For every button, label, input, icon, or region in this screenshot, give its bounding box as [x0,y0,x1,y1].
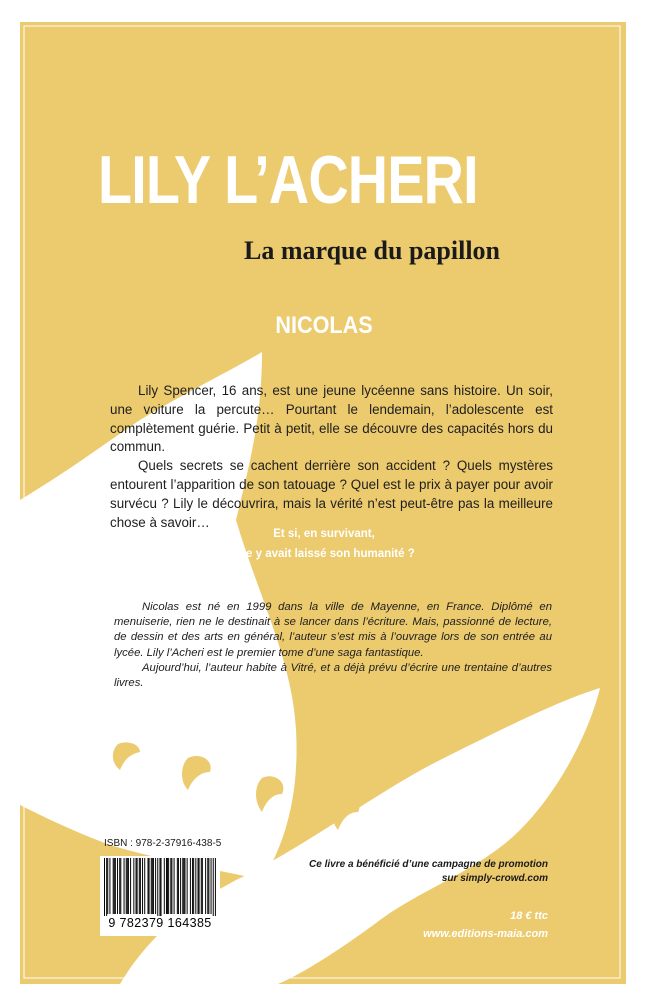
barcode-bar [136,858,137,914]
barcode-bar [117,858,118,914]
barcode-bar [170,858,171,914]
barcode-bar [153,858,154,914]
barcode-bar [159,858,160,920]
barcode-bar [208,858,209,914]
barcode-bar [133,858,134,914]
barcode-bar [166,858,167,914]
synopsis-paragraph: Quels secrets se cachent derrière son accident ? Quels mystères entourent l’apparition de son tatouage ? Quel est le prix à payer pour avoir survécu ? Lily le découvrira, mais la vérité n’est peut-être pas la meilleure chose à savoir… [110,458,553,530]
barcode-bar [192,858,193,914]
barcode [100,856,220,936]
barcode-number: 9 782379 164385 [100,916,220,930]
barcode-bar [174,858,175,914]
barcode-bar [187,858,188,914]
promo-line: sur simply-crowd.com [441,873,548,884]
book-subtitle: La marque du papillon [244,236,501,265]
barcode-bar [124,858,125,914]
barcode-bar [152,858,153,914]
barcode-bar [127,858,128,914]
barcode-bar [164,858,165,914]
barcode-bar [155,858,156,914]
barcode-bar [137,858,138,914]
barcode-bar [149,858,150,914]
barcode-bar [107,858,108,914]
tagline-line: Et si, en survivant, [273,528,375,540]
barcode-bar [113,858,114,914]
barcode-bar [115,858,116,914]
synopsis-paragraph: Lily Spencer, 16 ans, est une jeune lycéenne sans histoire. Un soir, une voiture la percute… Pourtant le lendemain, l’adolescente est complètement guérie. Petit à petit, elle se découvre des capacités hors du commun. [110,383,553,455]
publisher-website: www.editions-maia.com [423,928,548,940]
barcode-bar [157,858,158,920]
barcode-bar [130,858,131,914]
barcode-bar [193,858,194,914]
promo-note [309,858,548,886]
barcode-bar [215,858,216,920]
barcode-bar [104,858,105,920]
barcode-bar [128,858,129,914]
barcode-bars [104,858,216,920]
author-bio [114,600,552,691]
barcode-bar [213,858,214,920]
barcode-bar [126,858,127,914]
barcode-bar [180,858,181,914]
barcode-bar [144,858,145,914]
barcode-bar [171,858,172,914]
barcode-bar [195,858,196,914]
barcode-bar [106,858,107,920]
barcode-bar [201,858,202,914]
barcode-bar [161,858,162,920]
barcode-bar [211,858,212,914]
barcode-bar [151,858,152,914]
barcode-bar [177,858,178,914]
barcode-bar [139,858,140,914]
barcode-bar [198,858,199,914]
tagline-line: elle y avait laissé son humanité ? [233,548,415,560]
barcode-bar [167,858,168,914]
barcode-bar [207,858,208,914]
barcode-bar [114,858,115,914]
barcode-bar [120,858,121,914]
barcode-bar [202,858,203,914]
barcode-bar [184,858,185,914]
barcode-bar [178,858,179,914]
barcode-bar [168,858,169,914]
barcode-bar [182,858,183,914]
barcode-bar [205,858,206,914]
price: 18 € ttc [510,910,548,922]
bio-paragraph: Aujourd’hui, l’auteur habite à Vitré, et a déjà prévu d’écrire une trentaine d’autres livres. [114,661,552,690]
barcode-bar [109,858,110,914]
book-title: LILY L’ACHERI [98,142,478,218]
barcode-bar [183,858,184,914]
isbn: ISBN : 978-2-37916-438-5 [104,838,222,849]
promo-line: Ce livre a bénéficié d’une campagne de promotion [309,859,548,870]
barcode-bar [190,858,191,914]
tagline [0,524,648,564]
author-name: NICOLAS [275,312,373,339]
synopsis [110,382,553,532]
barcode-bar [140,858,141,914]
barcode-bar [142,858,143,914]
barcode-bar [148,858,149,914]
barcode-bar [119,858,120,914]
barcode-bar [199,858,200,914]
bio-paragraph: Nicolas est né en 1999 dans la ville de Mayenne, en France. Diplômé en menuiserie, rien ne le destinait à se lancer dans l’écriture. Mais, passionné de lecture, de dessin et des arts en général, l’auteur s’est mis à l’ouvrage lors de son entrée au lycée. Lily l’Acheri est le premier tome d’une saga fantastique. [114,601,552,659]
